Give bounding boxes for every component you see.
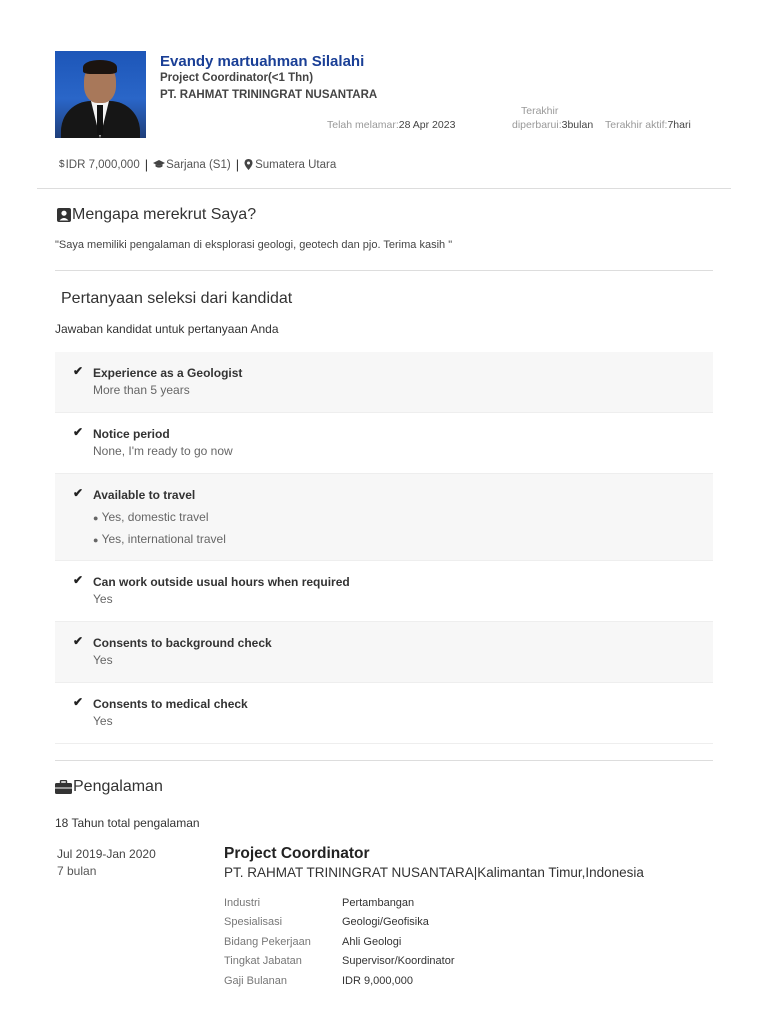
candidate-photo — [55, 51, 146, 138]
job-detail-value: Pertambangan — [342, 897, 415, 909]
last-updated: diperbarui:3bulan — [512, 119, 594, 131]
briefcase-icon — [55, 780, 72, 794]
job-detail-key: Spesialisasi — [224, 916, 283, 928]
screening-question: Experience as a Geologist — [93, 366, 243, 380]
check-icon: ✔ — [73, 695, 84, 709]
job-company-location: PT. RAHMAT TRININGRAT NUSANTARA|Kalimantan Timur,Indonesia — [224, 865, 644, 880]
divider — [55, 760, 713, 761]
why-hire-section-title — [57, 206, 256, 224]
why-hire-quote: "Saya memiliki pengalaman di eksplorasi geologi, geotech dan pjo. Terima kasih " — [55, 239, 453, 251]
screening-item — [55, 413, 713, 474]
user-card-icon — [57, 208, 71, 222]
job-detail-key: Industri — [224, 897, 261, 909]
screening-question: Can work outside usual hours when required — [93, 575, 350, 589]
screening-item — [55, 561, 713, 622]
applied-date: Telah melamar:28 Apr 2023 — [327, 119, 456, 131]
screening-answer-bullet: ● Yes, international travel — [93, 532, 226, 546]
screening-item — [55, 622, 713, 683]
screening-question: Available to travel — [93, 488, 196, 502]
screening-answer: None, I'm ready to go now — [93, 444, 233, 458]
dollar-icon: $ — [59, 159, 65, 170]
job-detail-value: Geologi/Geofisika — [342, 916, 429, 928]
screening-question: Consents to background check — [93, 636, 272, 650]
separator: | — [144, 157, 149, 172]
job-detail-key: Gaji Bulanan — [224, 975, 287, 987]
candidate-company: PT. RAHMAT TRININGRAT NUSANTARA — [160, 89, 378, 101]
candidate-role: Project Coordinator(<1 Thn) — [160, 72, 314, 84]
screening-answer: Yes — [93, 592, 113, 606]
job-detail-value: Ahli Geologi — [342, 936, 402, 948]
screening-section-title: Pertanyaan seleksi dari kandidat — [61, 290, 293, 307]
screening-item — [55, 474, 713, 561]
check-icon: ✔ — [73, 573, 84, 587]
divider — [55, 270, 713, 271]
check-icon: ✔ — [73, 425, 84, 439]
job-detail-key: Tingkat Jabatan — [224, 955, 302, 967]
job-detail-key: Bidang Pekerjaan — [224, 936, 311, 948]
separator: | — [235, 157, 240, 172]
job-duration: 7 bulan — [57, 864, 97, 878]
total-experience: 18 Tahun total pengalaman — [55, 816, 200, 830]
screening-answer-bullet: ● Yes, domestic travel — [93, 510, 209, 524]
education-level: Sarjana (S1) — [166, 158, 231, 171]
experience-title-text: Pengalaman — [73, 778, 163, 795]
candidate-summary-chips — [59, 157, 336, 172]
screening-item — [55, 683, 713, 744]
screening-item — [55, 352, 713, 413]
screening-answer: Yes — [93, 714, 113, 728]
check-icon: ✔ — [73, 634, 84, 648]
why-hire-title-text: Mengapa merekrut Saya? — [72, 206, 257, 223]
graduation-cap-icon — [153, 160, 165, 169]
candidate-name[interactable]: Evandy martuahman Silalahi — [160, 53, 365, 70]
screening-question: Notice period — [93, 427, 170, 441]
job-detail-value: Supervisor/Koordinator — [342, 955, 455, 967]
screening-subtitle: Jawaban kandidat untuk pertanyaan Anda — [55, 322, 279, 336]
check-icon: ✔ — [73, 364, 84, 378]
bullet-icon: ● — [93, 535, 99, 545]
job-title: Project Coordinator — [224, 845, 370, 862]
screening-answer: More than 5 years — [93, 383, 190, 397]
check-icon: ✔ — [73, 486, 84, 500]
expected-salary: IDR 7,000,000 — [65, 158, 140, 171]
location-pin-icon — [244, 159, 253, 170]
last-active: Terakhir aktif:7hari — [605, 119, 691, 131]
divider — [37, 188, 731, 189]
updated-label-line1: Terakhir — [521, 105, 559, 117]
experience-section-title — [55, 778, 163, 796]
job-detail-value: IDR 9,000,000 — [342, 975, 413, 987]
location: Sumatera Utara — [255, 158, 337, 171]
job-period: Jul 2019-Jan 2020 — [57, 847, 156, 861]
screening-question: Consents to medical check — [93, 697, 248, 711]
screening-answer: Yes — [93, 653, 113, 667]
bullet-icon: ● — [93, 513, 99, 523]
